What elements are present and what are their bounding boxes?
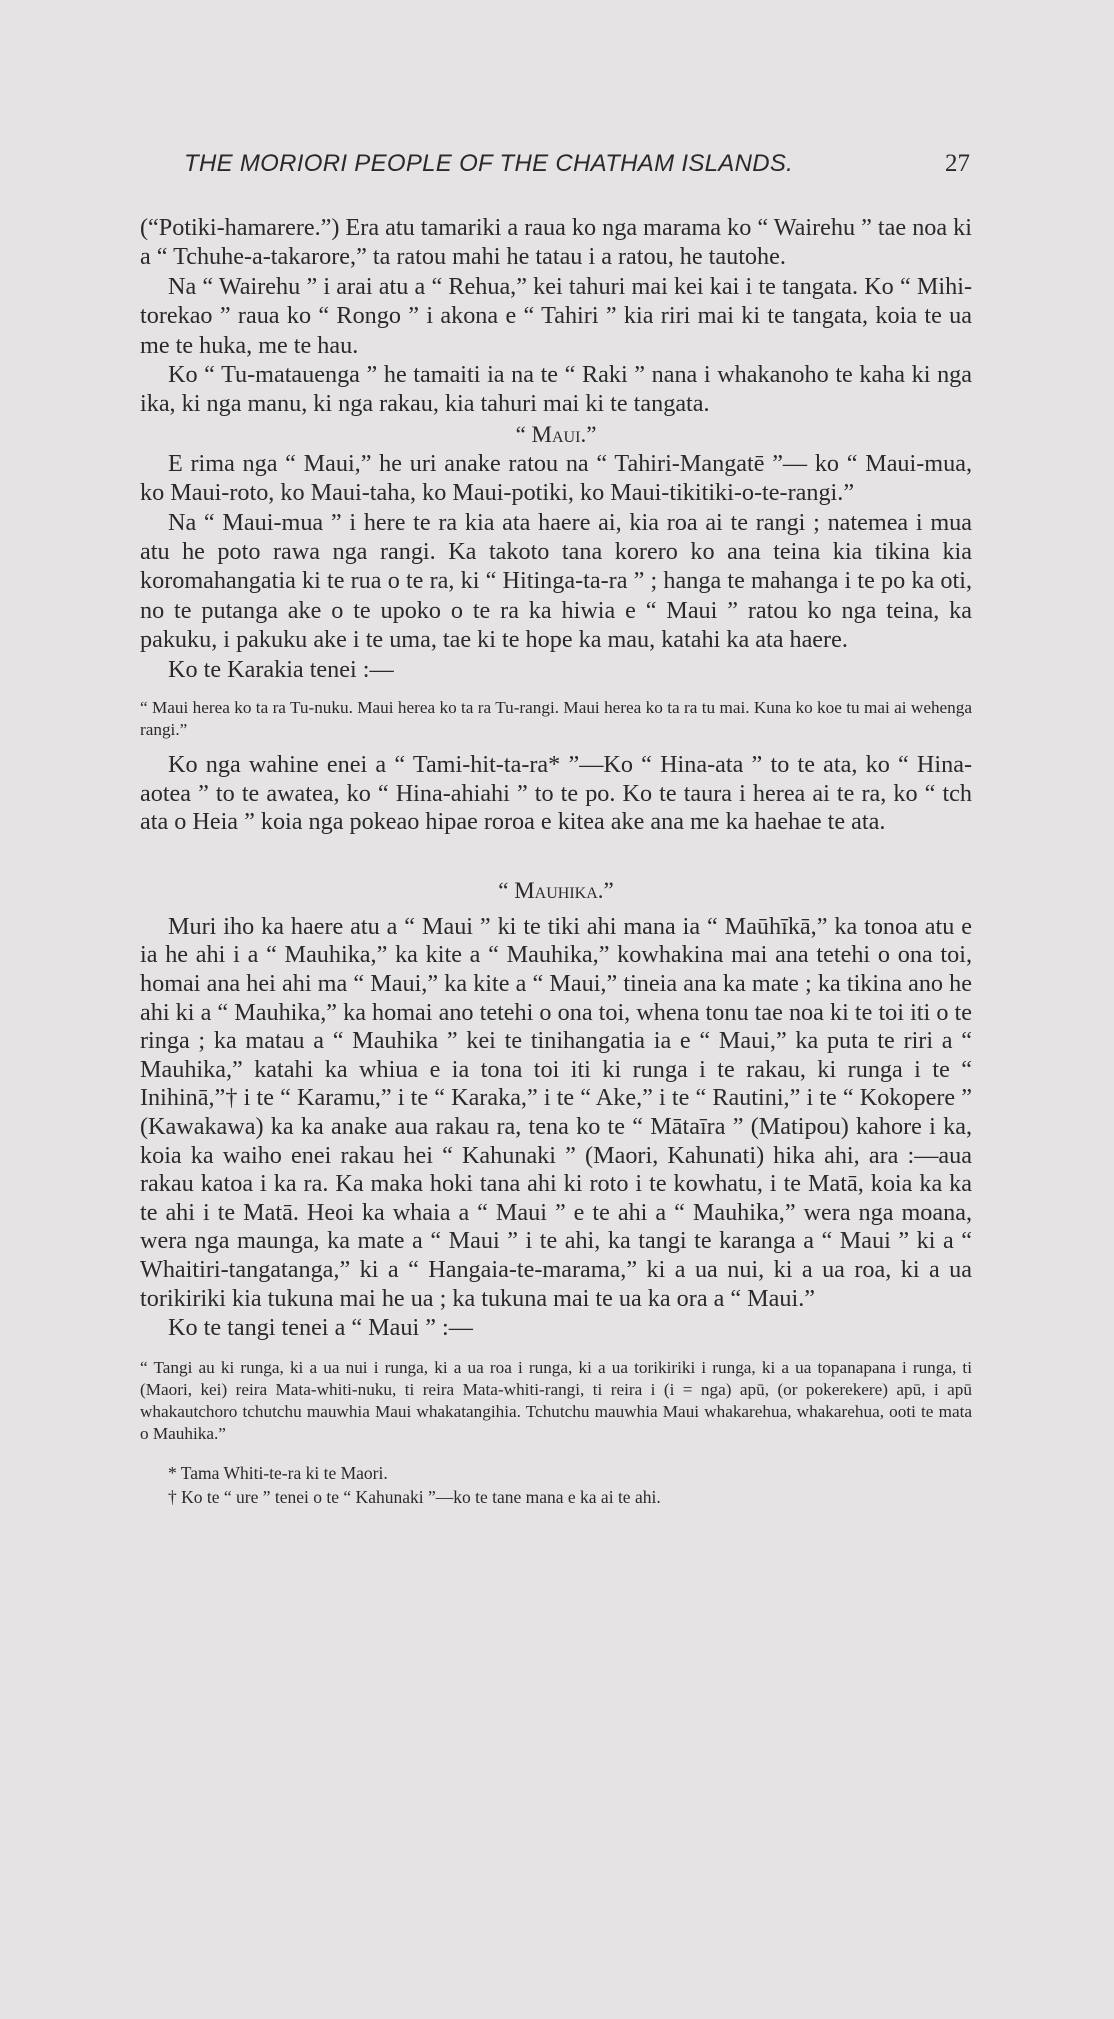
- page-body: [140, 213, 972, 1509]
- running-title: THE MORIORI PEOPLE OF THE CHATHAM ISLANDS.: [184, 150, 794, 177]
- paragraph-potiki: (“Potiki-hamarere.”) Era atu tamariki a raua ko nga marama ko “ Wairehu ” tae noa ki a “ Tchuhe-a-takarore,” ta ratou mahi he tatau i a ratou, he tautohe.: [140, 214, 972, 271]
- paragraph-tu-matauenga: Ko “ Tu-matauenga ” he tamaiti ia na te “ Raki ” nana i whakanoho te kaha ki nga ika, ki nga manu, ki nga rakau, kia tahuri mai ki te tangata.: [140, 361, 972, 418]
- paragraph-wahine: Ko nga wahine enei a “ Tami-hit-ta-ra* ”—Ko “ Hina-ata ” to te ata, ko “ Hina-aotea ” to te awatea, ko “ Hina-ahiahi ” to te po. Ko te taura i herea ai te ra, ko “ tch ata o Heia ” koia nga pokeao hipae roroa e kitea ake ana me ka haehae te ata.: [140, 751, 972, 836]
- section-heading-mauhika: “ Mauhika.”: [498, 877, 614, 903]
- paragraph-five-mauis: E rima nga “ Maui,” he uri anake ratou na “ Tahiri-Mangatē ”— ko “ Maui-mua, ko Maui-roto, ko Maui-taha, ko Maui-potiki, ko Maui-tikitiki-o-te-rangi.”: [140, 449, 972, 507]
- section-heading-maui: “ Maui.”: [515, 421, 597, 447]
- paragraph-tangi-intro: Ko te tangi tenei a “ Maui ” :—: [168, 1314, 473, 1342]
- page-number: 27: [945, 150, 970, 177]
- footnotes: [140, 1461, 972, 1509]
- paragraph-mauhika-story: Muri iho ka haere atu a “ Maui ” ki te tiki ahi mana ia “ Maūhīkā,” ka tonoa atu e ia he ahi i a “ Mauhika,” ka kite a “ Mauhika,” kowhakina mai ana tetehi o ona toi, homai ana hei ahi ma “ Maui,” ka kite a “ Maui,” tineia ana ka mate ; ka tikina ano he ahi ki a “ Mauhika,” ka homai ano tetehi o ona toi, whena tonu tae noa ki te toi iti o te ringa ; ka matau a “ Mauhika ” kei te tinihangatia ia e “ Maui,” ka puta te riri a “ Mauhika,” katahi ka whiua e ia tona toi iti ki runga i te rakau, ki runga i te “ Inihinā,”† i te “ Karamu,” i te “ Karaka,” i te “ Ake,” i te “ Rautini,” i te “ Kokopere ” (Kawakawa) ka ka anake aua rakau ra, tena ko te “ Mātaīra ” (Matipou) kahore i ka, koia ka waiho enei rakau hei “ Kahunaki ” (Maori, Kahunati) hika ahi, ara :—aua rakau katoa i ka ra. Ka maka hoki tana ahi ki roto i te kowhatu, i te Matā, koia ka ka te ahi i te Matā. Heoi ka whaia a “ Maui ” e te ahi a “ Mauhika,” wera nga moana, wera nga maunga, ka mate a “ Maui ” i te ahi, ka tangi te karanga a “ Maui ” ki a “ Whaitiri-tangatanga,” ki a “ Hangaia-te-marama,” ki a ua nui, ki a ua roa, ki a ua torikiriki kia tukuna mai he ua ; ka tukuna mai te ua ka ora a “ Maui.”: [140, 912, 972, 1312]
- paragraph-wairehu: Na “ Wairehu ” i arai atu a “ Rehua,” kei tahuri mai kei kai i te tangata. Ko “ Mihi-torekao ” raua ko “ Rongo ” i akona e “ Tahiri ” kia riri mai ki te tangata, koia te ua me te huka, me te hau.: [140, 272, 972, 359]
- footnote-star: * Tama Whiti-te-ra ki te Maori.: [168, 1462, 388, 1483]
- page-header: [140, 150, 974, 186]
- paragraph-maui-mua: Na “ Maui-mua ” i here te ra kia ata haere ai, kia roa ai te rangi ; natemea i mua atu he poto rawa nga rangi. Ka takoto tana korero ko ana teina kia tikina kia koromahangatia ki te rua o te ra, ki “ Hitinga-ta-ra ” ; hanga te mahanga i te po ka oti, no te putanga ake o te upoko o te ra ka hiwia e “ Maui ” ratou ko nga teina, ka pakuku, i pakuku ake i te uma, tae ki te hope ka mau, katahi ka ata haere.: [140, 508, 972, 654]
- tangi-quote: “ Tangi au ki runga, ki a ua nui i runga, ki a ua roa i runga, ki a ua torikiriki i runga, ki a ua topanapana i runga, ti (Maori, kei) reira Mata-whiti-nuku, ti reira Mata-whiti-rangi, ti reira i (i = nga) apū, (or pokerekere) apū, i apū whakautchoro tchutchu mauwhia Maui whakatangihia. Tchutchu mauwhia Maui whakarehua, whakarehua, ooti te mata o Mauhika.”: [140, 1357, 972, 1443]
- karakia-quote: “ Maui herea ko ta ra Tu-nuku. Maui herea ko ta ra Tu-rangi. Maui herea ko ta ra tu mai. Kuna ko koe tu mai ai wehenga rangi.”: [140, 698, 972, 740]
- paragraph-karakia-intro: Ko te Karakia tenei :—: [168, 655, 394, 683]
- footnote-dagger: † Ko te “ ure ” tenei o te “ Kahunaki ”—ko te tane mana e ka ai te ahi.: [168, 1486, 661, 1507]
